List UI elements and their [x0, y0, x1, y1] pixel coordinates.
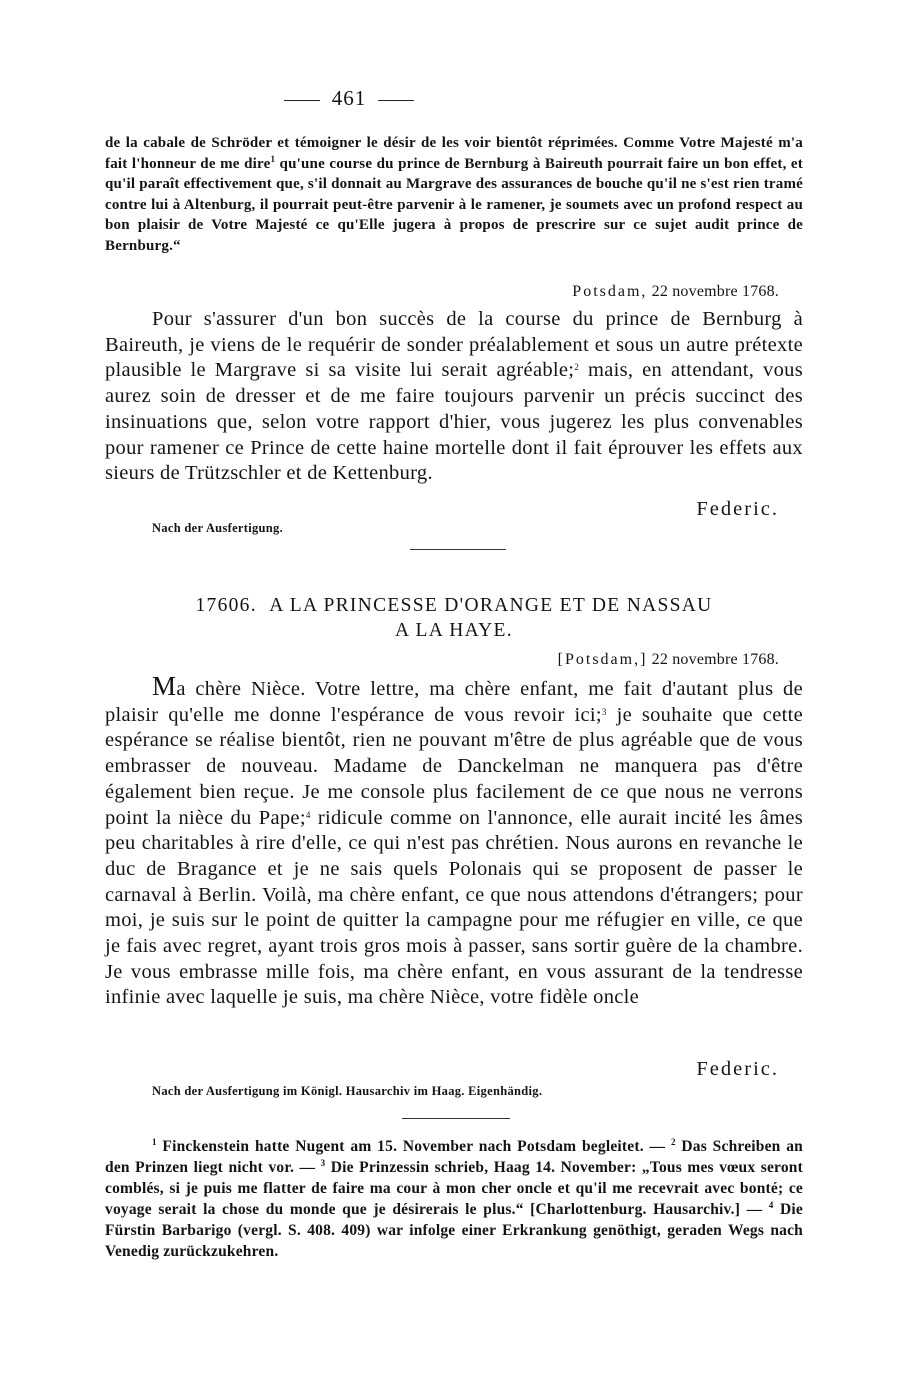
source-note-2: Nach der Ausfertigung im Königl. Hausarchiv im Haag. Eigenhändig. [152, 1084, 543, 1098]
footnote-3-marker: 3 [320, 1158, 326, 1168]
dateline-1-place: Potsdam, [572, 283, 648, 300]
page-number: 461 [331, 86, 367, 110]
continued-report-text-2: qu'une course du prince de Bernburg à Baireuth pourrait faire un bon effet, et qu'il paraît effectivement que, s'il donnait au Margrave des assurances de bouche qu'il ne s'est rien tramé contre lui à Altenburg, il pourrait peut-être parvenir à le ramener, je soumets avec un profond respect au bon plaisir de Votre Majesté ce qu'Elle jugera à propos de prescrire sur ce sujet audit prince de Bernburg.“ [105, 155, 803, 254]
letter-2-heading [105, 593, 803, 643]
letter-2-heading-line1: A LA PRINCESSE D'ORANGE ET DE NASSAU [269, 595, 713, 616]
dateline-1-date: 22 novembre 1768. [647, 283, 779, 300]
letter-1-text-2: mais, en attendant, vous aurez soin de dresser et de me faire toujours parvenir un précis succinct des insinuations que, selon votre rapport d'hier, vous jugerez les plus convenables pour ramener ce Prince de cette haine mortelle dont il fait éprouver les effets aux sieurs de Trützschler et de Kettenburg. [105, 359, 803, 485]
letter-2-text-a: a chère Nièce. Votre lettre, ma chère enfant, me fait d'autant plus de plaisir qu'elle me donne l'espérance de vous revoir ici; [105, 678, 803, 726]
letter-2-initial: M [152, 671, 177, 701]
continued-report-text: de la cabale de Schröder et témoigner le désir de les voir bientôt réprimées. Comme Votre Majesté m'a fait l'honneur de me dire [105, 135, 803, 172]
footnote-2: Das Schreiben an den Prinzen liegt nicht vor. — [105, 1138, 803, 1176]
footnote-ref-3: 3 [601, 706, 607, 717]
source-note-1: Nach der Ausfertigung. [152, 521, 284, 535]
signature-2: Federic. [696, 1058, 779, 1080]
letter-2-body [105, 671, 804, 1011]
footnote-1-marker: 1 [152, 1137, 157, 1147]
letter-2-text-b: je souhaite que cette espérance se réalise bientôt, rien ne pouvant m'être de plus agréable que de vous embrasser de nouveau. Madame de Danckelman ne manquera pas d'être également bien reçue. Je me console plus facilement de ce que nous ne verrons point la nièce du Pape; [105, 703, 803, 829]
footnote-2-marker: 2 [670, 1137, 676, 1147]
letter-2-number: 17606. [195, 595, 257, 616]
page-header [0, 86, 698, 111]
letter-2-text-c: ridicule comme on l'annonce, elle aurait incité les âmes peu charitables à rire d'elle, ce qui n'est pas chrétien. Nous aurons en revanche le duc de Bragance et je ne sais quels Polonais qui se proposent de passer le carnaval à Berlin. Voilà, ma chère enfant, ce que nous attendons d'étrangers; pour moi, je suis sur le point de quitter la campagne pour me réfugier en ville, ce que je fais avec regret, ayant trois gros mois à passer, sans sortir guère de la chambre. Je vous embrasse mille fois, ma chère enfant, en vous assurant de la tendresse infinie avec laquelle je suis, ma chère Nièce, votre fidèle oncle [105, 806, 804, 1009]
header-rule-left [284, 100, 320, 101]
letter-1-body [105, 307, 803, 487]
dateline-2-place: [Potsdam,] [557, 651, 648, 668]
header-rule-right [378, 100, 414, 101]
footnote-4: Die Fürstin Barbarigo (vergl. S. 408. 409) war infolge einer Erkrankung genöthigt, geraden Wegs nach Venedig zurückzukehren. [105, 1201, 803, 1260]
footnote-ref-2: 2 [574, 362, 580, 373]
footnotes [105, 1136, 803, 1262]
footnote-ref-1: 1 [270, 153, 276, 164]
footnote-divider [402, 1118, 510, 1119]
continued-report [105, 133, 803, 257]
dateline-2 [558, 650, 779, 671]
dateline-1 [572, 282, 779, 303]
footnote-3: Die Prinzessin schrieb, Haag 14. November: „Tous mes vœux seront comblés, si je puis me flatter de faire ma cour à mon cher oncle et qu'il me recevrait avec bonté; ce voyage serait la chose du monde que je désirerais le plus.“ [Charlottenburg. Hausarchiv.] — [105, 1159, 803, 1218]
footnote-ref-4: 4 [305, 809, 311, 820]
signature-1: Federic. [696, 498, 779, 520]
footnote-1: Finckenstein hatte Nugent am 15. November nach Potsdam begleitet. — [156, 1138, 666, 1155]
letter-1-text: Pour s'assurer d'un bon succès de la course du prince de Bernburg à Baireuth, je viens de le requérir de sonder préalablement et sous un autre prétexte plausible le Margrave si sa visite lui serait agréable; [105, 308, 803, 382]
letter-2-heading-line2: A LA HAYE. [395, 620, 513, 641]
section-divider [410, 549, 506, 550]
footnote-4-marker: 4 [768, 1200, 774, 1210]
dateline-2-date: 22 novembre 1768. [647, 651, 779, 668]
